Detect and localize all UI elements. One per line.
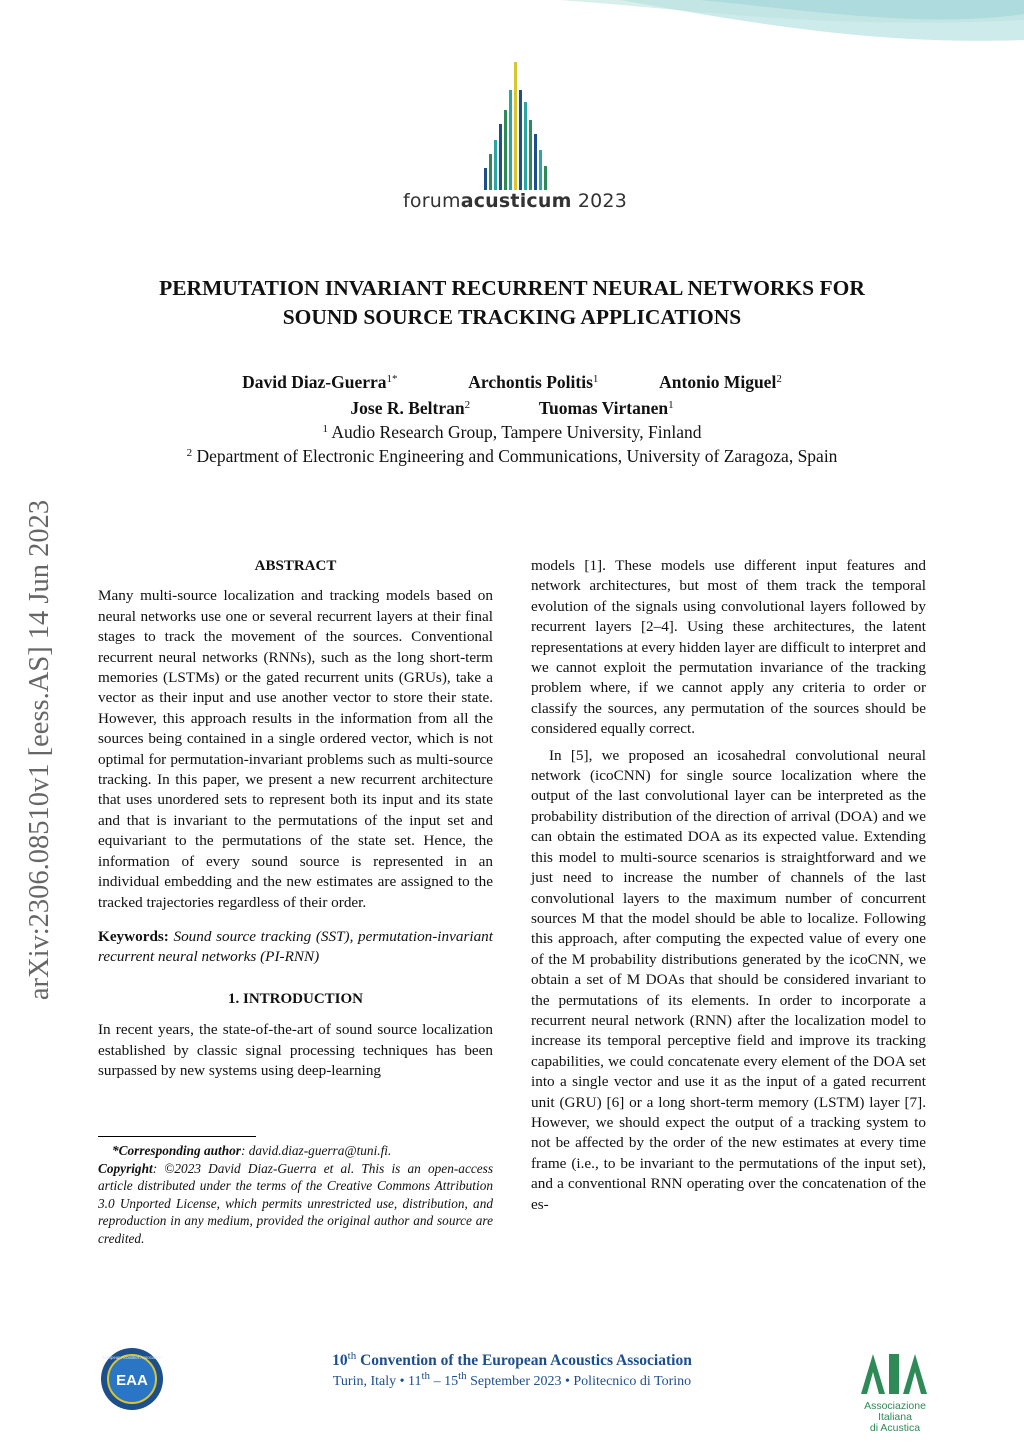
forum-acusticum-wordmark [385,190,645,212]
keywords [98,927,493,968]
wordmark-acusticum: acusticum [460,190,572,212]
author-name: Jose R. Beltran$^2$ [350,398,471,418]
aia-logo [855,1348,935,1438]
eaa-logo [100,1347,164,1411]
footnotes [98,1142,493,1248]
footnote-copyright: Copyright: ©2023 David Diaz-Guerra et al. This is an open-access article distributed under the terms of the Creative Commons Attribution 3.0 Unported License, which permits unrestricted use, distribution, and reproduction in any medium, provided the original author and source are credited. [98,1160,493,1246]
keywords-label: Keywords: [98,927,169,945]
aia-text-line: di Acustica [869,1422,921,1434]
right-column [531,556,926,1215]
convention-title: 10th Convention of the European Acoustics Association [332,1350,692,1369]
header-wave-decoration [0,0,1024,60]
abstract-text: Many multi-source localization and tracking models based on neural networks use one or several recurrent layers at their final stages to track the movement of the sources. Conventional recurrent neural networks (RNNs), such as the long short-term memories (LSTMs) or the gated recurrent units (GRUs), take a vector as their input and use another vector to store their state. However, this approach results in the information from all the sources being contained in a single ordered vector, which is not optimal for permutation-invariant problems such as multi-source tracking. In this paper, we present a new recurrent architecture that uses unordered sets to represent both its input and its state and that is invariant to the permutations of the input set and equivariant to the permutations of the state set. Hence, the information of every sound source is represented in an individual embedding and the new estimates are assigned to the tracked trajectories regardless of their order. [98,587,493,911]
authors-row-1 [0,372,1024,393]
arxiv-id: arXiv:2306.08510v1 [eess.AS] 14 Jun 2023 [24,499,55,1001]
paper-title [60,274,964,332]
title-line-2: SOUND SOURCE TRACKING APPLICATIONS [282,305,742,329]
author-name: Antonio Miguel$^2$ [659,372,782,392]
forum-acusticum-logo [470,62,560,192]
aia-symbol-icon [855,1348,935,1396]
affiliation-1: $^1$ Audio Research Group, Tampere University, Finland [322,422,702,442]
eaa-ring-text: European Acoustics Association [102,1355,162,1360]
aia-text-line: Italiana [878,1411,912,1423]
wordmark-forum: forum [403,190,461,212]
aia-text-line: Associazione [864,1400,926,1412]
author-name: Tuomas Virtanen$^1$ [538,398,674,418]
conference-footer [300,1352,724,1390]
author-name: Archontis Politis$^1$ [468,372,599,392]
paragraph: In [5], we proposed an icosahedral convolutional neural network (icoCNN) for single source localization where the output of the last convolutional layer can be interpreted as the probability distribution of the direction of arrival (DOA) and we can obtain the estimated DOA as its expected value. Extending this model to multi-source scenarios is straightforward and we just need to increase the number of channels of the last convolutional layers to the maximum number of concurrent sources M that the model should be able to localize. Following this approach, after computing the expected value of every one of the M probability distributions generated by the icoCNN, we obtain a set of M DOAs that should be considered invariant to the permutations of its elements. In order to incorporate a recurrent neural network (RNN) after the localization model to increase its temporal perceptive field and improve its tracking capabilities, we could concatenate every element of the DOA set into a single vector and use it as the input of a gated recurrent unit (GRU) [6] or a long short-term memory (LSTM) layer [7]. However, we should expect the output of a tracking system to not be affected by the order of the new estimates at every time frame (i.e., to be invariant to the permutations of the input set), and a conventional RNN operating over the concatenation of the es- [531,746,926,1213]
authors-row-2 [0,398,1024,419]
introduction-heading: 1. INTRODUCTION [227,990,363,1007]
arxiv-identifier-margin [10,430,70,1070]
abstract-heading: ABSTRACT [254,558,337,574]
introduction-paragraph: In recent years, the state-of-the-art of sound source localization established by classic signal processing techniques has been surpassed by new systems using deep-learning [98,1021,493,1079]
footnote-corresponding-author: *Corresponding author: david.diaz-guerra@tuni.fi. [112,1143,392,1158]
author-name: David Diaz-Guerra$^{1*}$ [242,372,398,392]
keywords-text: Sound source tracking (SST), permutation-invariant recurrent neural networks (PI-RNN) [98,927,493,966]
paragraph: models [1]. These models use different input features and network architectures, but most of them track the temporal evolution of the signals using convolutional layers followed by recurrent layers [2–4]. Using these architectures, the latent representations at every hidden layer are difficult to interpret and we cannot exploit the permutation invariance of the tracking problem where, if we cannot apply any criteria to order or classify the sources, any permutation of the sources should be considered equally correct. [531,557,926,738]
title-line-1: PERMUTATION INVARIANT RECURRENT NEURAL NETWORKS FOR [159,276,865,300]
left-column [98,556,493,1081]
affiliation-2: $^2$ Department of Electronic Engineering and Communications, University of Zaragoza, Spain [186,446,838,466]
footnote-rule [98,1136,256,1137]
wordmark-year: 2023 [577,190,627,212]
convention-date-location: Turin, Italy • 11th – 15th September 2023 • Politecnico di Torino [332,1370,692,1389]
eaa-badge-text: EAA [116,1372,148,1389]
